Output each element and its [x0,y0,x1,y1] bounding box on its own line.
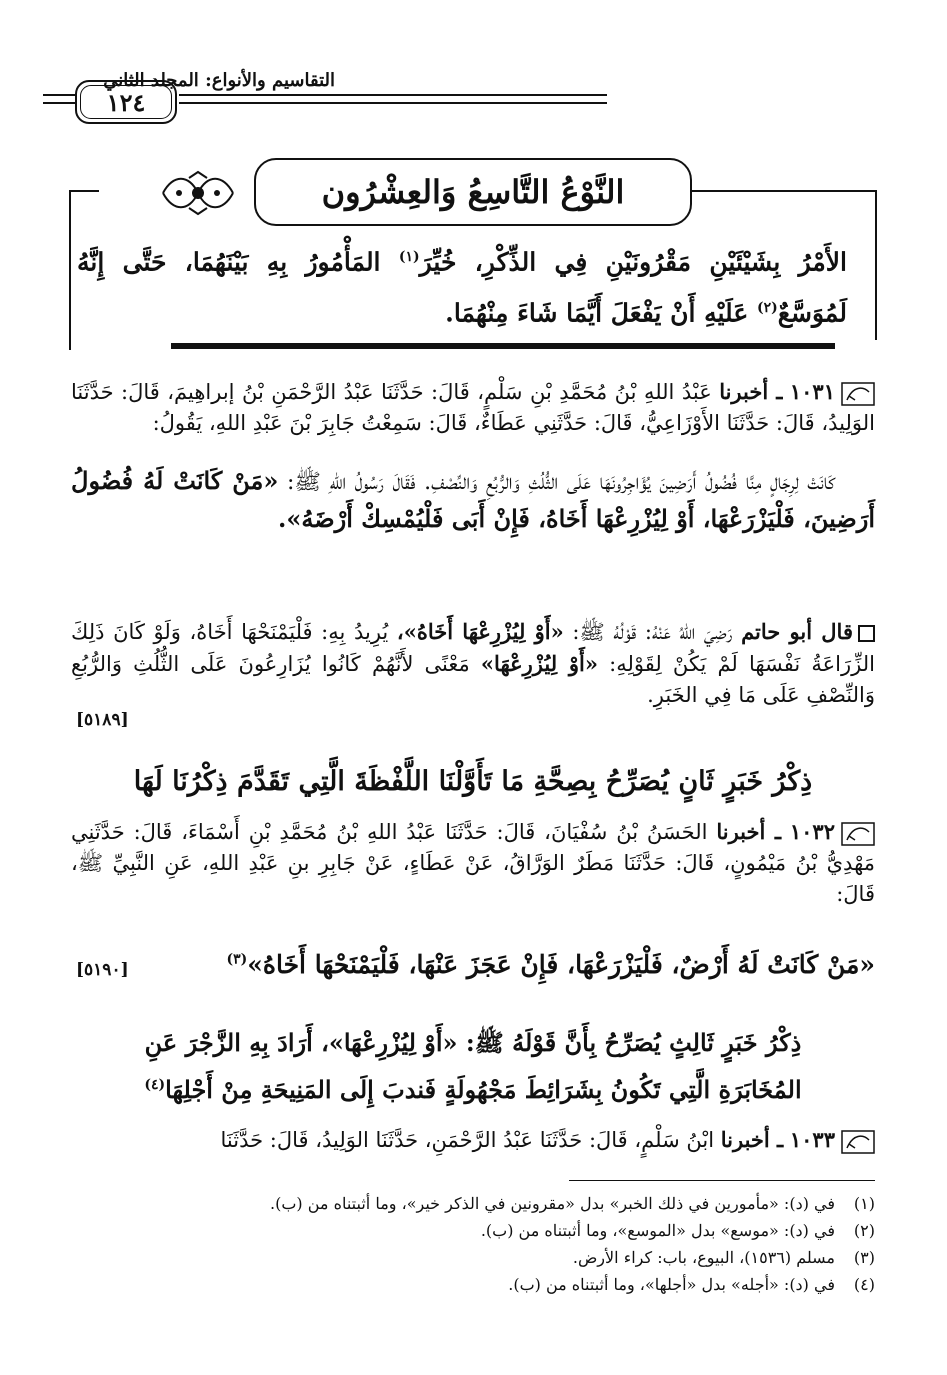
quill-icon [841,1130,875,1154]
hadith-quote: «مَنْ كَانَتْ لَهُ فُضُولُ أَرَضِينَ، فَلْيَزْرَعْهَا، أَوْ لِيُزْرِعْهَا أَخَاهُ، فَإِنْ أَبَى فَلْيُمْسِكْ أَرْضَهُ». [71,466,875,533]
chapter-rule [171,343,835,349]
hadith-number: ١٠٣١ [789,379,835,404]
section-2-heading: ذِكْرُ خَبَرٍ ثَانٍ يُصَرِّحُ بِصِحَّةِ مَا تَأَوَّلْنَا اللَّفْظَةَ الَّتِي تَقَدَّمَ ذِكْرُنَا لَهَا [133,766,813,797]
akhbarana-label: ـ أخبرنا [719,379,783,404]
quill-icon [841,822,875,846]
hadith-number: ١٠٣٢ [789,819,835,844]
chapter-frame-line-left [69,190,99,192]
hadith-1032-quote: «مَنْ كَانَتْ لَهُ أَرْضٌ، فَلْيَزْرَعْهَا، فَإِنْ عَجَزَ عَنْهَا، فَلْيَمْنَحْهَا أَخَاهُ»$^{(٣)}$ [226,950,875,979]
speaker: قال أبو حاتم [741,619,853,644]
footnote-rule [569,1180,875,1181]
footnote-item: (٤)في (د): «أجله» بدل «أجلها»، وما أثبتناه من (ب). [508,1275,875,1294]
ornament-icon [159,168,237,218]
chapter-intro: الأَمْرُ بِشَيْئَيْنِ مَقْرُونَيْنِ فِي الذِّكْرِ، خُيِّرَ$^{(١)}$ المَأْمُورُ بِهِ بَيْنَهُمَا، حَتَّى إِنَّهُ لَمُوَسَّعٌ$^{(٢)}$ عَلَيْهِ أَنْ يَفْعَلَ أَيَّمَا شَاءَ مِنْهُمَا. [77,247,847,328]
hadith-1032-isnad [71,816,875,910]
akhbarana-label: ـ أخبرنا [716,819,781,844]
hadith-number: ١٠٣٣ [789,1127,835,1152]
akhbarana-label: ـ أخبرنا [720,1127,784,1152]
header-rule-left [43,94,75,104]
header-rule-middle [179,94,607,104]
chapter-frame-vline-right [875,190,877,340]
hadith-1031-isnad [71,376,875,439]
commentary: قال أبو حاتم رَضِيَ اللهُ عَنْهُ: قَوْلُهُ ﷺ: «أَوْ لِيُزْرِعْهَا أَخَاهُ»، يُرِيدُ بِهِ: فَلْيَمْنَحْهَا أَخَاهُ، وَلَوْ كَانَ ذَلِكَ الزِّرَاعَةُ نَفْسَهَا لَمْ يَكُنْ لِقَوْلِهِ: «أَوْ لِيُزْرِعْهَا» مَعْنًى لأَنَّهُمْ كَانُوا يُزَارِعُونَ عَلَى الثُّلُثِ وَالرُّبُعِ وَالنِّصْفِ عَلَى مَا فِي الخَبَرِ. [71,619,875,707]
isnad-text: عَبْدُ اللهِ بْنُ مُحَمَّدِ بْنِ سَلْمٍ، قَالَ: حَدَّثَنَا عَبْدُ الرَّحْمَنِ بْنُ إبراهِيمَ، قَالَ: حَدَّثَنَا الوَلِيدُ، قَالَ: حَدَّثَنَا الأَوْزَاعِيُّ، قَالَ: حَدَّثَنِي عَطَاءٌ، قَالَ: سَمِعْتُ جَابِرَ بْنَ عَبْدِ اللهِ، يَقُولُ: [71,380,875,435]
footnote-ref: (٤) [144,1077,166,1093]
footnote-item: (٣)مسلم (١٥٣٦)، البيوع، باب: كراء الأرض. [572,1248,875,1267]
page-number: ١٢٤ [75,80,177,124]
section-3-heading: ذِكْرُ خَبَرٍ ثَالِثٍ يُصَرِّحُ بِأَنَّ قَوْلَهُ ﷺ: «أَوْ لِيُزْرِعْهَا»، أَرَادَ بِهِ الزَّجْرَ عَنِ المُخَابَرَةِ الَّتِي تَكُونُ بِشَرَائِطَ مَجْهُولَةٍ فَندبَ إِلَى المَنِيحَةِ مِنْ أَجْلِهَا$^{(٤)}$ [144,1028,802,1104]
hadith-1033-isnad [71,1124,875,1156]
chapter-frame-vline-left [69,190,71,350]
footnote-item: (٢)في (د): «موسع» بدل «الموسع»، وما أثبتناه من (ب). [480,1221,875,1240]
footnote-ref: (٣) [226,951,248,968]
footnote-ref: (٢) [756,300,778,317]
reference-number: [٥١٨٩] [76,710,129,730]
footnotes [71,1190,875,1298]
chapter-frame-line-right [692,190,877,192]
isnad-text: الحَسَنُ بْنُ سُفْيَانَ، قَالَ: حَدَّثَنَا عَبْدُ اللهِ بْنُ مُحَمَّدِ بْنِ أَسْمَاءَ، قَالَ: حَدَّثَنِي مَهْدِيُّ بْنُ مَيْمُونٍ، قَالَ: حَدَّثَنَا مَطَرٌ الوَرَّاقُ، عَنْ عَطَاءٍ، عَنْ جَابِرِ بنِ عَبْدِ اللهِ، عَنِ النَّبِيِّ ﷺ، قَالَ: [71,820,875,906]
quill-icon [841,382,875,406]
square-icon [858,625,875,642]
isnad-text: ابْنُ سَلْمٍ، قَالَ: حَدَّثَنَا عَبْدُ الرَّحْمَنِ، حَدَّثَنَا الوَلِيدُ، قَالَ: حَدَّثَنَا [220,1128,715,1152]
footnote-item: (١)في (د): «مأمورين في ذلك الخبر» بدل «مقرونين في الذكر خير»، وما أثبتناه من (ب). [270,1194,875,1213]
hadith-1031-matn: كَانَتْ لِرِجَالٍ مِنَّا فُضُولُ أَرَضِينَ يُؤَاجِرُونَهَا عَلَى الثُّلُثِ وَالرُّبُعِ وَالنِّصْفِ. فَقَالَ رَسُولُ اللهِ ﷺ: «مَنْ كَانَتْ لَهُ فُضُولُ أَرَضِينَ، فَلْيَزْرَعْهَا، أَوْ لِيُزْرِعْهَا أَخَاهُ، فَإِنْ أَبَى فَلْيُمْسِكْ أَرْضَهُ». [71,466,875,533]
reference-number: [٥١٩٠] [76,960,129,980]
chapter-title: النَّوْعُ التَّاسِعُ وَالعِشْرُون [254,158,692,226]
running-title: التقاسيم والأنواع: المجلد الثاني [103,70,335,91]
footnote-ref: (١) [398,249,420,265]
